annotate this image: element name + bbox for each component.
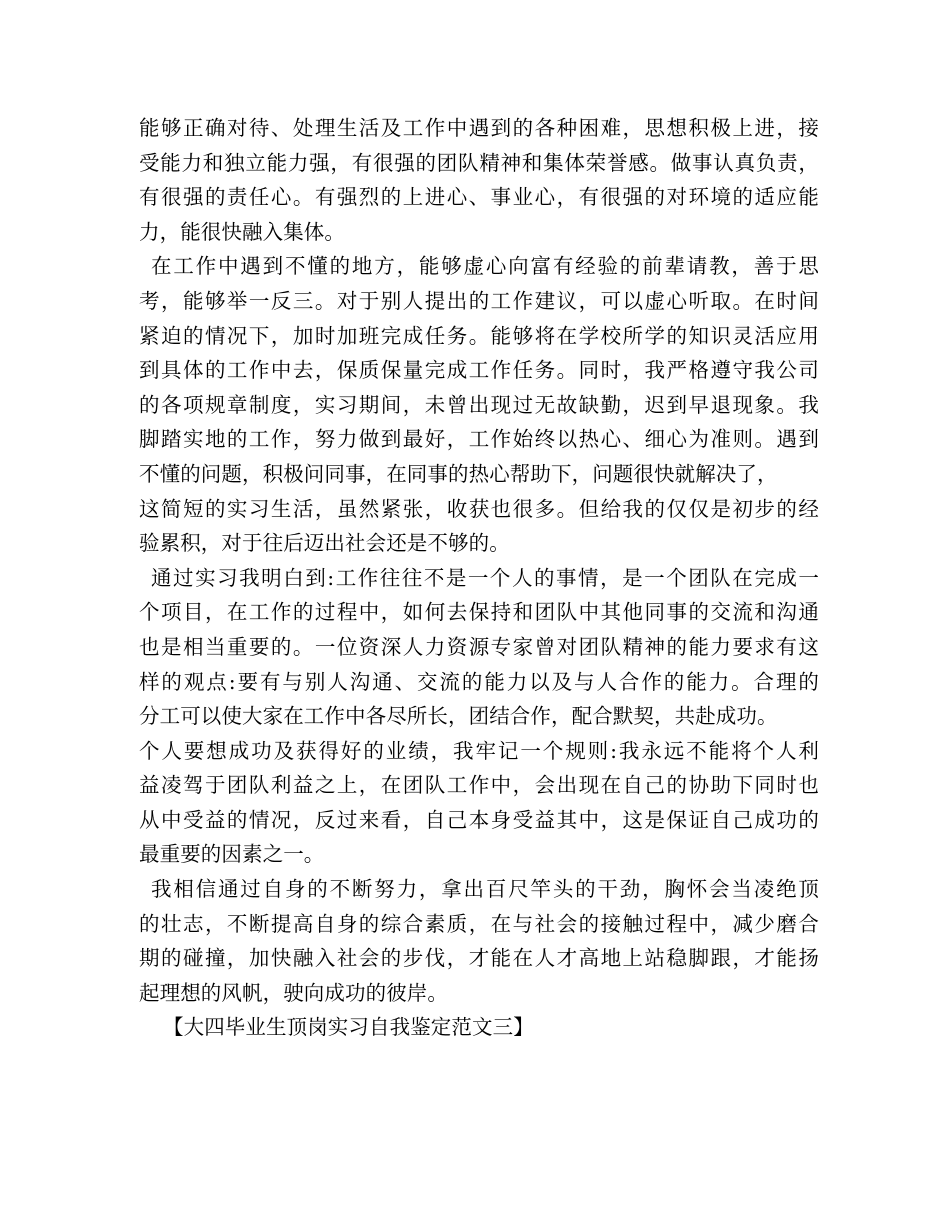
text-line: 也是相当重要的。一位资深人力资源专家曾对团队精神的能力要求有这	[139, 634, 819, 659]
text-line: 能够正确对待、处理生活及工作中遇到的各种困难，思想积极上进，接	[139, 116, 819, 140]
text-line: 从中受益的情况，反过来看，自己本身受益其中，这是保证自己成功的	[139, 807, 819, 832]
text-line: 紧迫的情况下，加时加班完成任务。能够将在学校所学的知识灵活应用	[139, 323, 819, 348]
text-line: 的各项规章制度，实习期间，未曾出现过无故缺勤，迟到早退现象。我	[139, 392, 819, 417]
text-line: 力，能很快融入集体。	[139, 219, 345, 244]
text-line: 我相信通过自身的不断努力，拿出百尺竿头的干劲，胸怀会当凌绝顶	[151, 877, 819, 902]
text-line: 起理想的风帆，驶向成功的彼岸。	[139, 980, 448, 1005]
text-line: 验累积，对于往后迈出社会还是不够的。	[139, 531, 510, 556]
text-line: 益凌驾于团队利益之上，在团队工作中，会出现在自己的协助下同时也	[139, 773, 819, 798]
text-line: 在工作中遇到不懂的地方，能够虚心向富有经验的前辈请教，善于思	[151, 254, 819, 279]
text-line: 分工可以使大家在工作中各尽所长，团结合作，配合默契，共赴成功。	[139, 704, 778, 729]
document-body	[139, 111, 819, 1045]
text-line: 的壮志，不断提高自身的综合素质，在与社会的接触过程中，减少磨合	[139, 911, 819, 936]
section-heading: 【大四毕业生顶岗实习自我鉴定范文三】	[163, 1015, 534, 1040]
text-line: 期的碰撞，加快融入社会的步伐，才能在人才高地上站稳脚跟，才能扬	[139, 946, 819, 971]
text-line: 到具体的工作中去，保质保量完成工作任务。同时，我严格遵守我公司	[139, 358, 819, 383]
text-line: 受能力和独立能力强，有很强的团队精神和集体荣誉感。做事认真负责，	[139, 150, 819, 175]
text-line: 脚踏实地的工作，努力做到最好，工作始终以热心、细心为准则。遇到	[139, 427, 819, 452]
text-line: 个人要想成功及获得好的业绩，我牢记一个规则:我永远不能将个人利	[139, 738, 819, 763]
text-line: 样的观点:要有与别人沟通、交流的能力以及与人合作的能力。合理的	[139, 669, 819, 694]
text-line: 最重要的因素之一。	[139, 842, 325, 867]
text-line: 个项目，在工作的过程中，如何去保持和团队中其他同事的交流和沟通	[139, 600, 819, 625]
text-line: 这简短的实习生活，虽然紧张，收获也很多。但给我的仅仅是初步的经	[139, 496, 819, 521]
text-line: 通过实习我明白到:工作往往不是一个人的事情，是一个团队在完成一	[151, 565, 819, 590]
text-line: 考，能够举一反三。对于别人提出的工作建议，可以虚心听取。在时间	[139, 288, 819, 313]
text-line: 有很强的责任心。有强烈的上进心、事业心，有很强的对环境的适应能	[139, 185, 819, 210]
text-line: 不懂的问题，积极问同事，在同事的热心帮助下，问题很快就解决了，	[139, 461, 778, 486]
